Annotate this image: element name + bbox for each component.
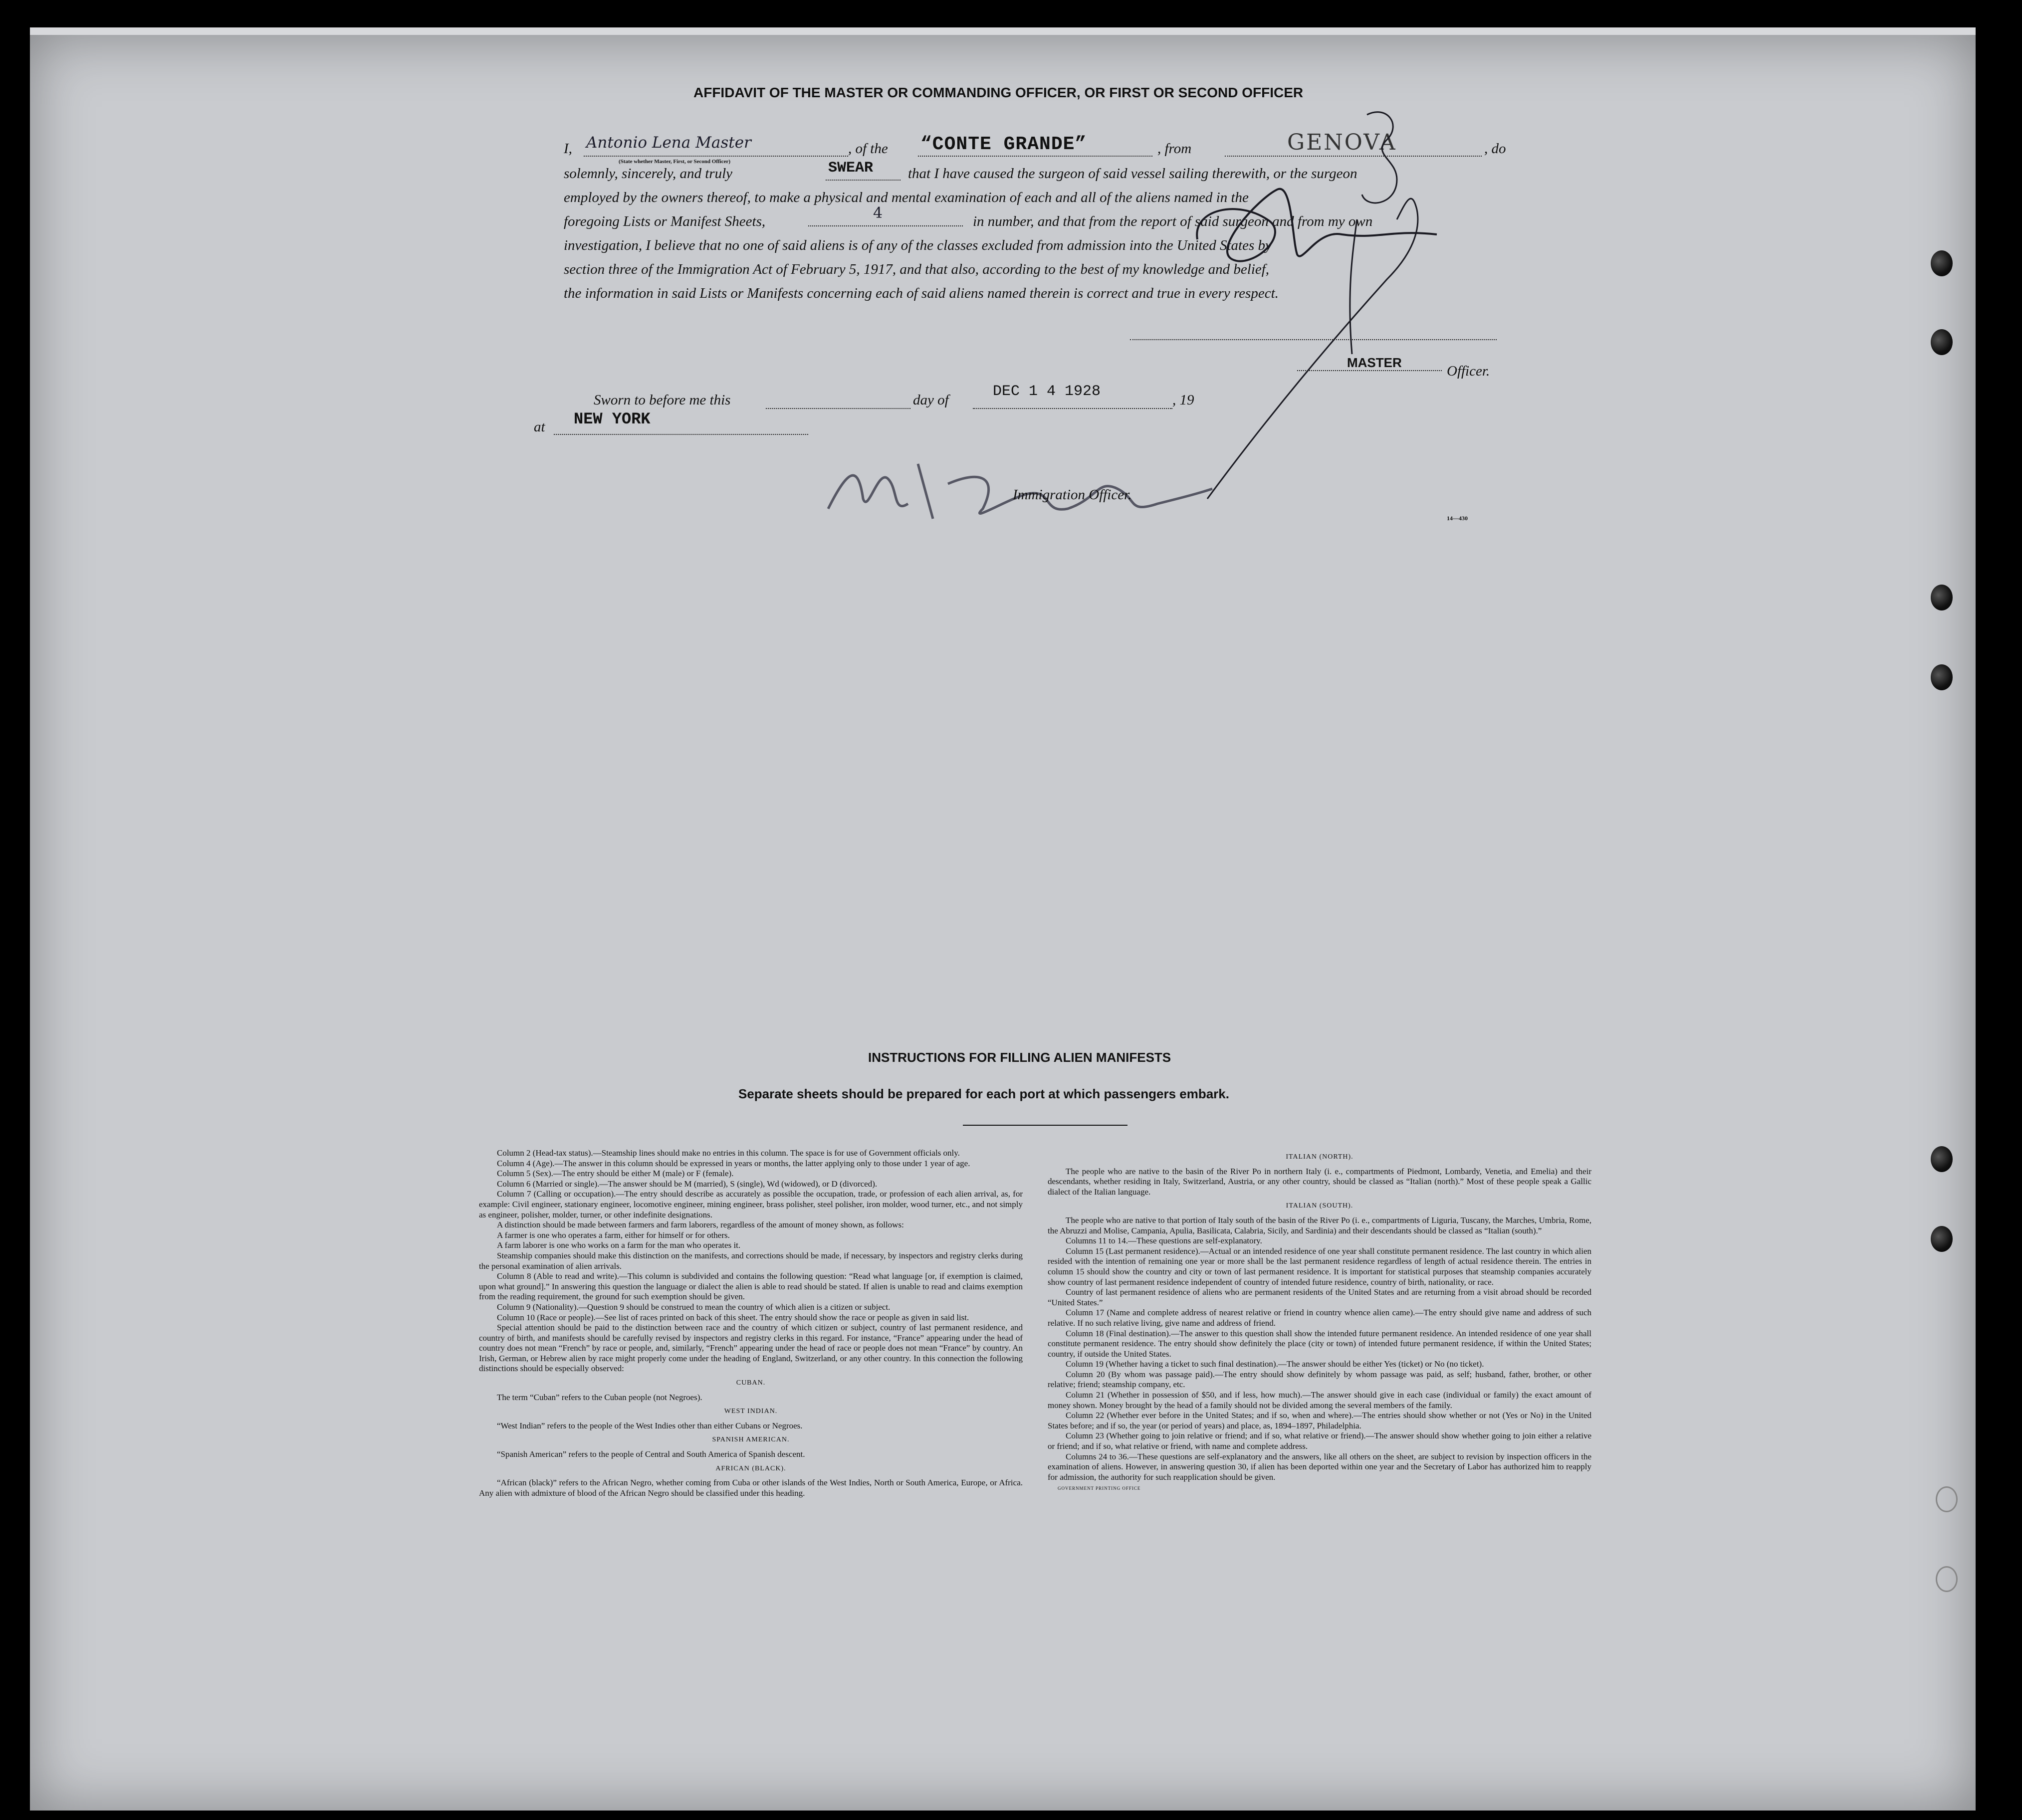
instructions-subtitle: Separate sheets should be prepared for each port at which passengers embark.	[738, 1086, 1229, 1101]
immigration-officer-signature	[818, 449, 1217, 524]
instruction-paragraph: Country of last permanent residence of aliens who are permanent residents of the United States and are returning from a visit abroad should be recorded “United States.”	[1048, 1287, 1591, 1307]
punch-hole	[1936, 1566, 1958, 1592]
affidavit-text: that I have caused the surgeon of said vessel sailing therewith, or the surgeon	[908, 166, 1357, 182]
instruction-paragraph: Column 6 (Married or single).—The answer should be M (married), S (single), Wd (widowed), or D (divorced).	[497, 1179, 878, 1189]
instruction-paragraph: Column 9 (Nationality).—Question 9 should be construed to mean the country of which alien is a citizen or subject.	[497, 1302, 891, 1312]
punch-hole	[1931, 1146, 1953, 1172]
punch-hole	[1931, 329, 1953, 355]
immigration-officer-label: Immigration Officer.	[1013, 487, 1132, 503]
printer-mark: GOVERNMENT PRINTING OFFICE	[1058, 1486, 1141, 1491]
instructions-title: INSTRUCTIONS FOR FILLING ALIEN MANIFESTS	[868, 1050, 1171, 1065]
officer-label: Officer.	[1447, 363, 1490, 379]
instruction-paragraph: Steamship companies should make this distinction on the manifests, and corrections should be made, if necessary, by inspectors and registry clerks during the personal examination of alien arrivals.	[479, 1250, 1023, 1271]
instruction-paragraph: “West Indian” refers to the people of the West Indies other than either Cubans or Negroes.	[497, 1420, 803, 1430]
affidavit-text: , from	[1157, 141, 1192, 157]
instruction-paragraph: Column 18 (Final destination).—The answer to this question shall show the intended future permanent residence. An intended residence of one year shall constitute permanent residence. The entry should show definitely the place (city or town) of intended future permanent residence, if within the United States; country, if outside the United States.	[1048, 1328, 1591, 1359]
affidavit-text: in number, and that from the report of said surgeon and from my own	[973, 213, 1373, 229]
instruction-paragraph: Column 10 (Race or people).—See list of races printed on back of this sheet. The entry should show the race or people as given in said list.	[497, 1312, 969, 1322]
officer-rank: MASTER	[1347, 355, 1402, 370]
punch-hole	[1936, 1486, 1958, 1512]
section-heading: ITALIAN (SOUTH).	[1286, 1202, 1353, 1210]
master-initials	[1337, 105, 1417, 364]
divider	[963, 1125, 1127, 1126]
instruction-paragraph: Column 20 (By whom was passage paid).—The entry should show definitely by whom passage was paid, as self; husband, father, brother, or other relative; friend; steamship company, etc.	[1048, 1369, 1591, 1390]
instruction-paragraph: Column 21 (Whether in possession of $50, and if less, how much).—The answer should give in each case (individual or family) the exact amount of money shown. Money brought by the head of a family should not be divided among the several members of the family.	[1048, 1390, 1591, 1410]
instruction-paragraph: A farm laborer is one who works on a farm for the man who operates it.	[497, 1240, 741, 1250]
instruction-paragraph: Columns 24 to 36.—These questions are self-explanatory and the answers, like all others on the sheet, are subject to revision by inspection officers in the examination of aliens. However, in answering question 30, if alien has been deported within one year and the Secretary of Labor has authorized him to reapply for admission, the authority for such reapplication should be given.	[1048, 1451, 1591, 1482]
instruction-paragraph: Special attention should be paid to the distinction between race and the country of which citizen or subject, country of last permanent residence, and country of birth, and manifests should be carefully revised by inspectors and registry clerks in this regard. For instance, “France” appearing under the head of country does not mean “French” by race or people, and, similarly, “French” appearing under the head of race or people does not mean “France” by country. An Irish, German, or Hebrew alien by race might properly come under the heading of England, Switzerland, or any other country. In this connection the following distinctions should be especially observed:	[479, 1323, 1023, 1374]
instructions-right-column	[1048, 1148, 1591, 1494]
instruction-paragraph: Column 23 (Whether going to join relative or friend; and if so, what relative or friend).—The answer should show whether going to join either a relative or friend; and if so, what relative or friend, with name and complete address.	[1048, 1431, 1591, 1451]
affidavit-text: solemnly, sincerely, and truly	[564, 166, 733, 182]
sheet-count: 4	[873, 204, 883, 222]
affidavit-text: the information in said Lists or Manifests concerning each of said aliens named therein is correct and true in every respect.	[564, 285, 1279, 301]
instruction-paragraph: Column 17 (Name and complete address of nearest relative or friend in country whence alien came).—The entry should give name and address of such relative. If no such relative living, give name and address of friend.	[1048, 1308, 1591, 1328]
instruction-paragraph: The people who are native to that portion of Italy south of the basin of the River Po (i. e., compartments of Liguria, Tuscany, the Marches, Umbria, Rome, the Abruzzi and Molise, Campania, Apulia, Basilicata, Calabria, Sicily, and Sardinia) and their descendants should be classed as “Italian (south).”	[1048, 1215, 1591, 1235]
section-heading: AFRICAN (BLACK).	[715, 1464, 786, 1472]
sworn-text: Sworn to before me this	[594, 392, 731, 408]
instruction-paragraph: A distinction should be made between farmers and farm laborers, regardless of the amount of money shown, as follows:	[497, 1220, 904, 1230]
instruction-paragraph: Column 19 (Whether having a ticket to such final destination).—The answer should be either Yes (ticket) or No (no ticket).	[1066, 1359, 1484, 1369]
rank-note: (State whether Master, First, or Second Officer)	[619, 159, 731, 165]
instruction-paragraph: Column 8 (Able to read and write).—This column is subdivided and contains the following question: “Read what language [or, if exemption is claimed, upon what ground].” In answering this question the language or dialect the alien is able to read should be stated. If alien is unable to read and claims exemption from the reading requirement, the ground for such exemption should be given.	[479, 1271, 1023, 1302]
instruction-paragraph: Column 5 (Sex).—The entry should be either M (male) or F (female).	[497, 1169, 734, 1179]
affidavit-text: , do	[1484, 141, 1506, 157]
punch-hole	[1931, 664, 1953, 690]
affidavit-text: , of the	[848, 141, 888, 157]
instruction-paragraph: Column 7 (Calling or occupation).—The entry should describe as accurately as possible the occupation, trade, or profession of each alien arrival, as, for example: Civil engineer, stationary engineer, locomotive engineer, mining engineer, brass polisher, steel polisher, iron molder, wood turner, etc., and not simply as engineer, polisher, molder, turner, or other indefinite designations.	[479, 1189, 1023, 1219]
at-label: at	[534, 419, 545, 435]
instruction-paragraph: Columns 11 to 14.—These questions are self-explanatory.	[1066, 1236, 1262, 1246]
instruction-paragraph: The term “Cuban” refers to the Cuban people (not Negroes).	[497, 1392, 702, 1402]
manifest-sheet	[30, 35, 1976, 1811]
affidavit-text: foregoing Lists or Manifest Sheets,	[564, 213, 766, 229]
section-heading: WEST INDIAN.	[724, 1408, 778, 1416]
vessel-name: “CONTE GRANDE”	[920, 134, 1087, 155]
instructions-left-column	[479, 1148, 1023, 1498]
instruction-paragraph: The people who are native to the basin of the River Po in northern Italy (i. e., compartments of Piedmont, Lombardy, Venetia, and Emelia) and their descendants, whether residing in Italy, Switzerland, Austria, or any other country, should be classed as “Italian (north).” Most of these people speak a Gallic dialect of the Italian language.	[1048, 1166, 1591, 1197]
port-name: GENOVA	[1287, 130, 1397, 155]
punch-hole	[1931, 585, 1953, 610]
sworn-date: DEC 1 4 1928	[993, 383, 1101, 400]
master-name: Antonio Lena Master	[586, 134, 751, 152]
affidavit-text: section three of the Immigration Act of February 5, 1917, and that also, according to the best of my knowledge and belief,	[564, 261, 1270, 277]
sworn-place: NEW YORK	[574, 410, 651, 428]
punch-hole	[1931, 250, 1953, 276]
instruction-paragraph: Column 22 (Whether ever before in the United States; and if so, when and where).—The entries should show whether or not (Yes or No) in the United States before; and if so, the year (or period of years) and place, as, 1894–1897, Philadelphia.	[1048, 1411, 1591, 1430]
affidavit-text: I,	[564, 141, 572, 157]
day-of-label: day of	[913, 392, 949, 408]
instruction-paragraph: “Spanish American” refers to the people of Central and South America of Spanish descent.	[497, 1449, 805, 1459]
punch-hole	[1931, 1226, 1953, 1252]
section-heading: CUBAN.	[736, 1379, 766, 1387]
year-prefix: , 19	[1172, 392, 1194, 408]
instruction-paragraph: Column 15 (Last permanent residence).—Actual or an intended residence of one year shall constitute permanent residence. The last country in which alien resided with the intention of remaining one year or more shall be the last permanent residence regardless of length of actual residence therein. The entries in column 15 should show the country and city or town of last permanent residence. It is important for statistical purposes that steamship companies accurately show country of last permanent residence independent of country of intended future residence, country of birth, nationality, or race.	[1048, 1246, 1591, 1287]
form-number: 14—430	[1447, 515, 1468, 522]
section-heading: SPANISH AMERICAN.	[712, 1436, 790, 1444]
affidavit-text: investigation, I believe that no one of said aliens is of any of the classes excluded from admission into the United States by	[564, 237, 1272, 253]
instruction-paragraph: “African (black)” refers to the African Negro, whether coming from Cuba or other islands of the West Indies, North or South America, Europe, or Africa. Any alien with admixture of blood of the African Negro should be classified under this heading.	[479, 1478, 1023, 1498]
affidavit-title: AFFIDAVIT OF THE MASTER OR COMMANDING OFFICER, OR FIRST OR SECOND OFFICER	[693, 85, 1304, 100]
section-heading: ITALIAN (NORTH).	[1286, 1153, 1353, 1161]
oath-type: SWEAR	[828, 160, 874, 177]
affidavit-text: employed by the owners thereof, to make a physical and mental examination of each and all of the aliens named in the	[564, 190, 1249, 205]
instruction-paragraph: Column 2 (Head-tax status).—Steamship lines should make no entries in this column. The space is for use of Government officials only.	[497, 1148, 960, 1158]
instruction-paragraph: A farmer is one who operates a farm, either for himself or for others.	[497, 1230, 730, 1240]
instruction-paragraph: Column 4 (Age).—The answer in this column should be expressed in years or months, the latter applying only to those under 1 year of age.	[497, 1158, 970, 1168]
